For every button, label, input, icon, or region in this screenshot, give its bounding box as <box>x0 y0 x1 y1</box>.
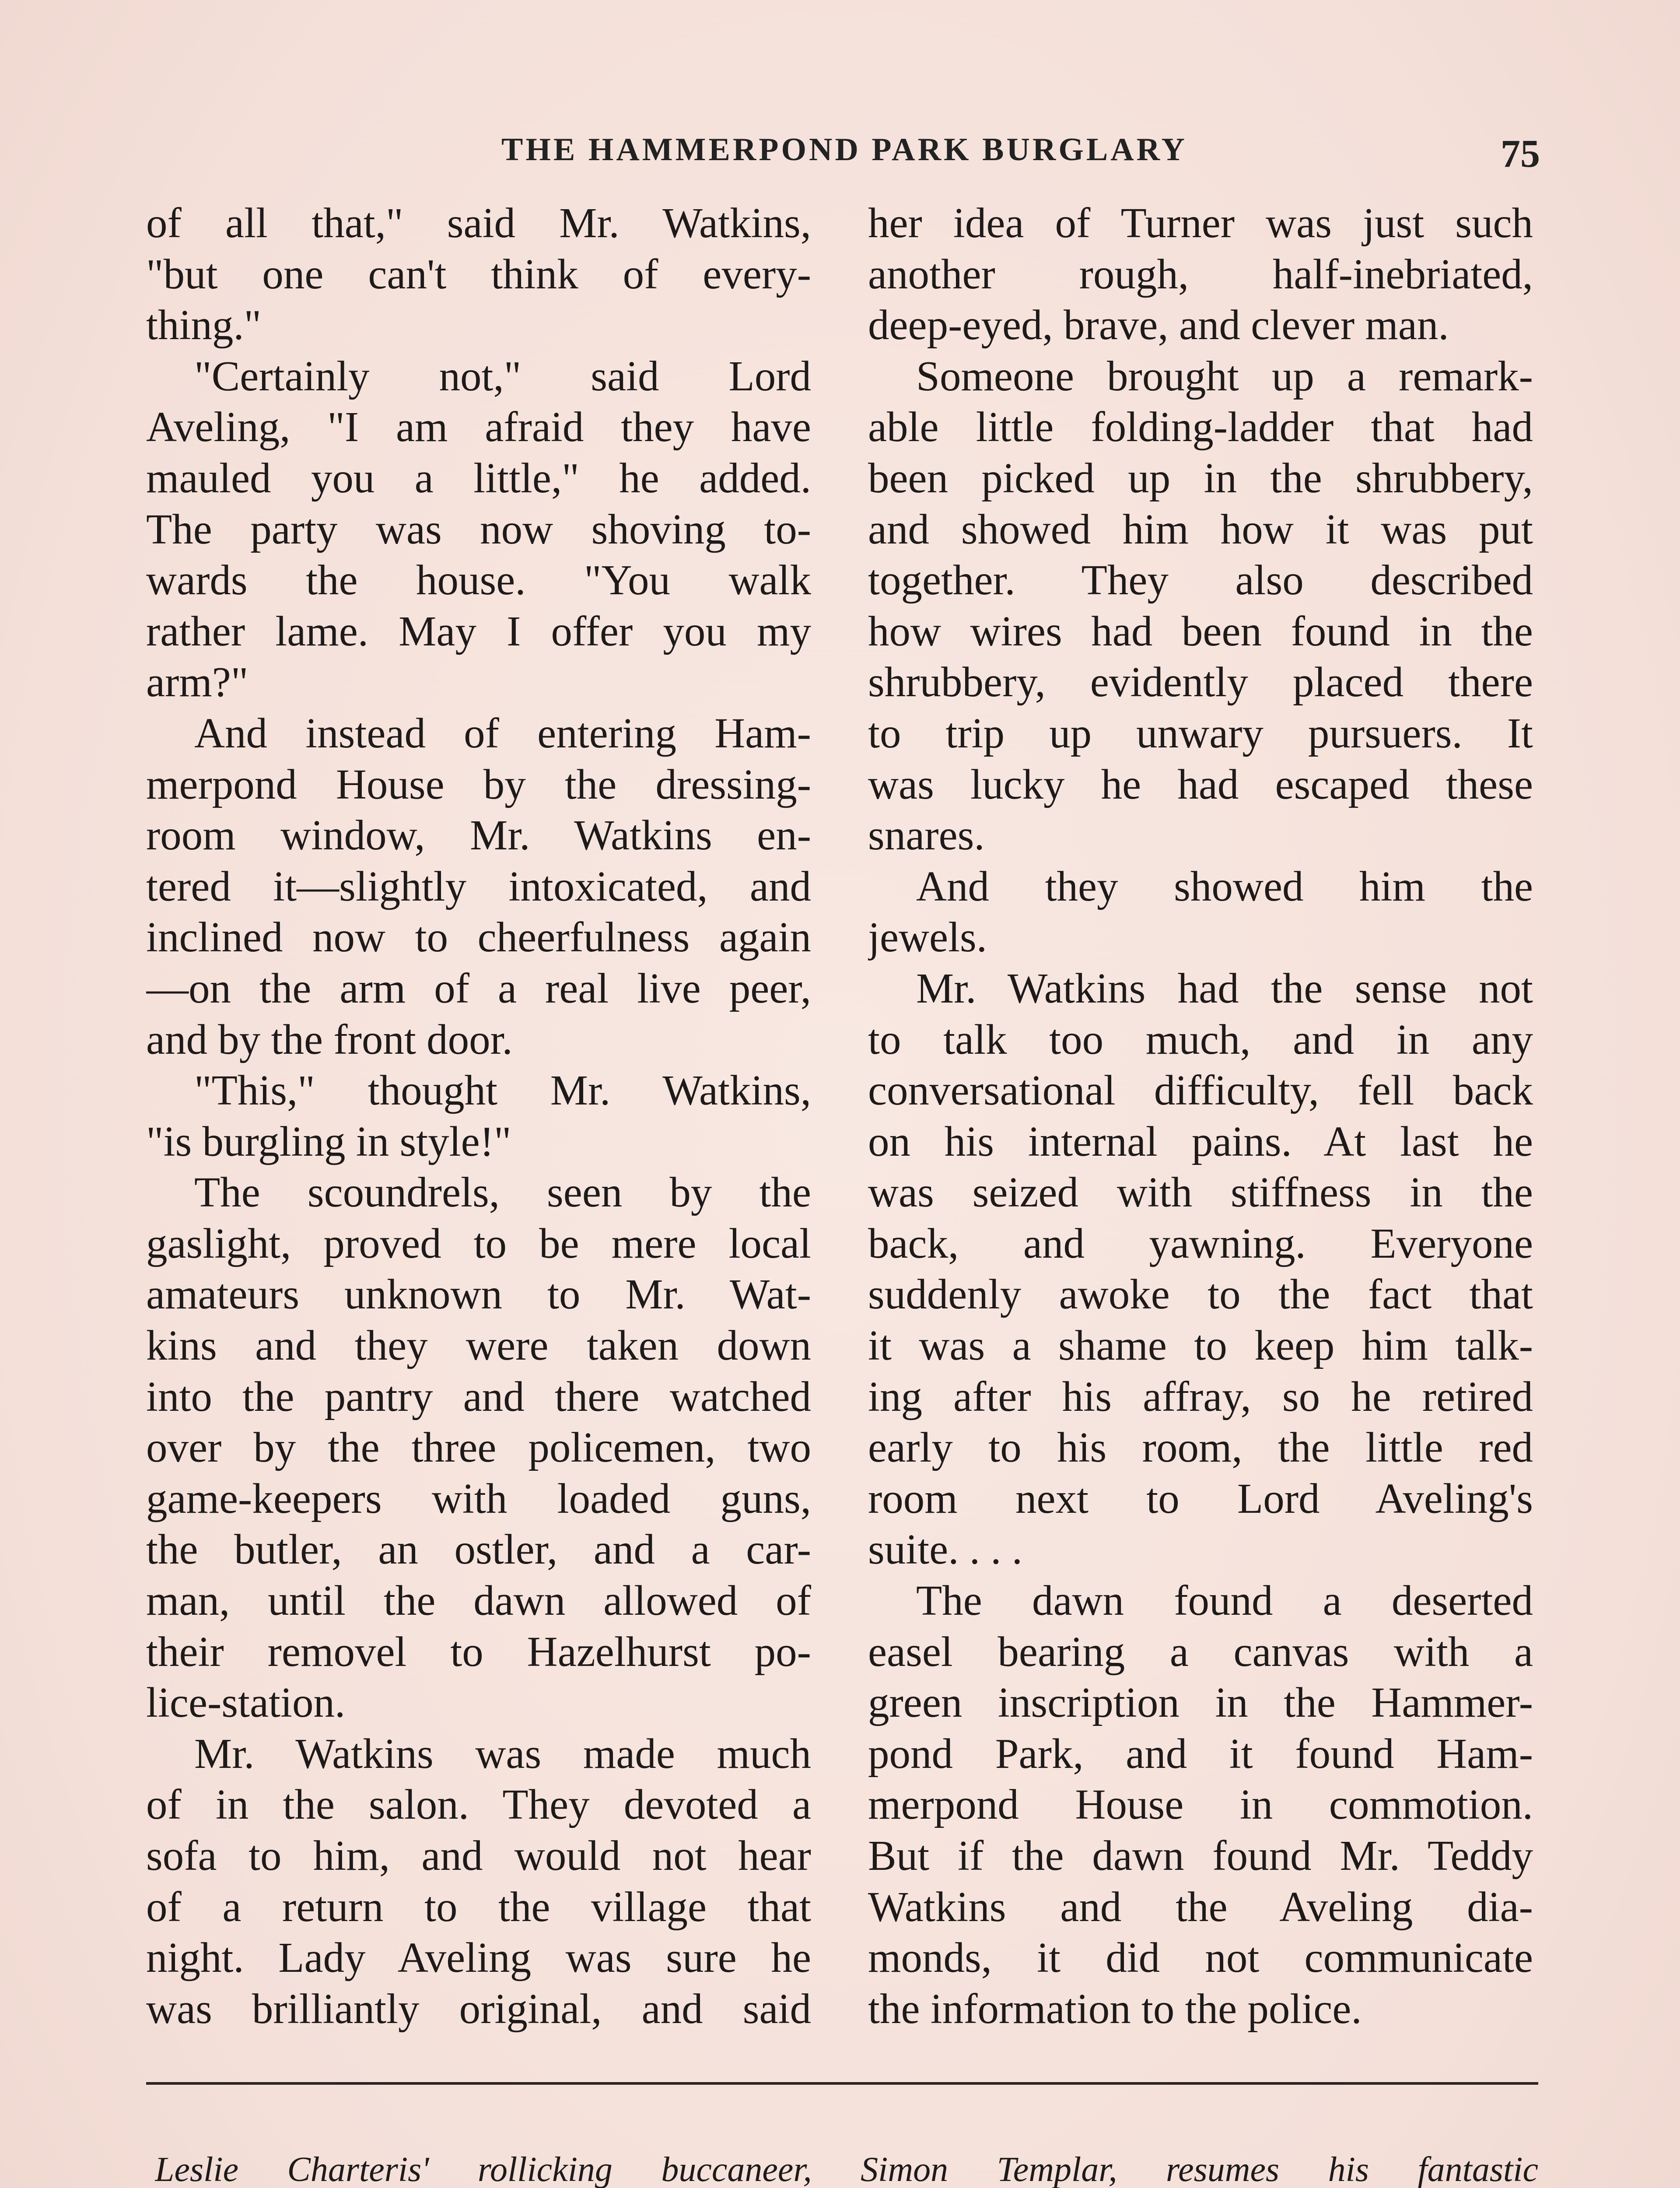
text-line: night. Lady Aveling was sure he <box>146 1934 811 1981</box>
text-line: monds, it did not communicate <box>868 1934 1533 1981</box>
text-line: tered it—slightly intoxicated, and <box>146 863 811 910</box>
text-line: was lucky he had escaped these <box>868 761 1533 808</box>
running-title: THE HAMMERPOND PARK BURGLARY <box>501 132 1187 168</box>
text-line: "This," thought Mr. Watkins, <box>194 1067 811 1114</box>
text-line: wards the house. "You walk <box>146 557 811 604</box>
text-line: snares. <box>868 812 985 859</box>
text-line: the butler, an ostler, and a car- <box>146 1526 811 1573</box>
text-line: The dawn found a deserted <box>916 1577 1533 1624</box>
text-line: kins and they were taken down <box>146 1322 811 1369</box>
text-line: Watkins and the Aveling dia- <box>868 1883 1533 1930</box>
text-line: was seized with stiffness in the <box>868 1169 1533 1216</box>
section-divider <box>146 2082 1538 2085</box>
text-line: The party was now shoving to- <box>146 505 811 553</box>
text-line: and showed him how it was put <box>868 505 1533 553</box>
text-line: "Certainly not," said Lord <box>194 352 811 400</box>
text-line: pond Park, and it found Ham- <box>868 1730 1533 1777</box>
text-line: Mr. Watkins had the sense not <box>916 964 1533 1012</box>
text-line: merpond House by the dressing- <box>146 761 811 808</box>
text-line: game-keepers with loaded guns, <box>146 1475 811 1522</box>
text-line: of a return to the village that <box>146 1883 811 1930</box>
text-line: Aveling, "I am afraid they have <box>146 403 811 451</box>
text-line: been picked up in the shrubbery, <box>868 454 1533 501</box>
text-line: mauled you a little," he added. <box>146 454 811 501</box>
text-line: of all that," said Mr. Watkins, <box>146 200 811 246</box>
text-line: conversational difficulty, fell back <box>868 1067 1533 1114</box>
text-line: And instead of entering Ham- <box>194 709 811 757</box>
text-line: over by the three policemen, two <box>146 1424 811 1471</box>
text-line: ing after his affray, so he retired <box>868 1373 1533 1420</box>
text-line: together. They also described <box>868 557 1533 604</box>
text-line: green inscription in the Hammer- <box>868 1679 1533 1726</box>
text-line: amateurs unknown to Mr. Wat- <box>146 1271 811 1318</box>
page-number: 75 <box>1501 132 1540 175</box>
text-line: easel bearing a canvas with a <box>868 1628 1533 1675</box>
text-line: thing." <box>146 302 262 349</box>
text-line: to trip up unwary pursuers. It <box>868 709 1533 757</box>
text-line: suddenly awoke to the fact that <box>868 1271 1533 1318</box>
text-line: to talk too much, and in any <box>868 1016 1533 1063</box>
text-line: But if the dawn found Mr. Teddy <box>868 1832 1533 1879</box>
text-line: her idea of Turner was just such <box>868 200 1533 246</box>
text-line: early to his room, the little red <box>868 1424 1533 1471</box>
text-line: Mr. Watkins was made much <box>194 1730 811 1777</box>
text-line: "is burgling in style!" <box>146 1118 511 1165</box>
text-line: another rough, half-inebriated, <box>868 250 1533 298</box>
text-line: of in the salon. They devoted a <box>146 1781 811 1828</box>
text-line: deep-eyed, brave, and clever man. <box>868 302 1449 349</box>
right-text-column <box>868 198 1533 2034</box>
text-line: And they showed him the <box>916 863 1533 910</box>
promo-line: Leslie Charteris' rollicking buccaneer, Simon Templar, resumes his fantastic <box>155 2150 1538 2188</box>
next-issue-promo <box>155 2146 1538 2188</box>
text-line: into the pantry and there watched <box>146 1373 811 1420</box>
text-line: Someone brought up a remark- <box>916 352 1533 400</box>
text-line: their removel to Hazelhurst po- <box>146 1628 811 1675</box>
text-line: arm?" <box>146 659 248 706</box>
text-line: rather lame. May I offer you my <box>146 607 811 655</box>
text-line: back, and yawning. Everyone <box>868 1220 1533 1267</box>
text-line: merpond House in commotion. <box>868 1781 1533 1828</box>
text-line: The scoundrels, seen by the <box>194 1169 811 1216</box>
text-line: suite. . . . <box>868 1526 1022 1573</box>
text-line: —on the arm of a real live peer, <box>146 964 811 1012</box>
text-line: on his internal pains. At last he <box>868 1118 1533 1165</box>
text-line: shrubbery, evidently placed there <box>868 659 1533 706</box>
text-line: sofa to him, and would not hear <box>146 1832 811 1879</box>
text-line: gaslight, proved to be mere local <box>146 1220 811 1267</box>
text-line: inclined now to cheerfulness again <box>146 914 811 961</box>
text-line: man, until the dawn allowed of <box>146 1577 811 1624</box>
text-line: it was a shame to keep him talk- <box>868 1322 1533 1369</box>
text-line: lice-station. <box>146 1679 346 1726</box>
text-line: room window, Mr. Watkins en- <box>146 812 811 859</box>
text-line: able little folding-ladder that had <box>868 403 1533 451</box>
text-line: how wires had been found in the <box>868 607 1533 655</box>
text-line: the information to the police. <box>868 1985 1362 2032</box>
text-line: was brilliantly original, and said <box>146 1985 811 2032</box>
text-line: jewels. <box>868 914 987 961</box>
text-line: room next to Lord Aveling's <box>868 1475 1533 1522</box>
text-line: "but one can't think of every- <box>146 250 811 298</box>
text-line: and by the front door. <box>146 1016 513 1063</box>
left-text-column <box>146 198 811 2034</box>
